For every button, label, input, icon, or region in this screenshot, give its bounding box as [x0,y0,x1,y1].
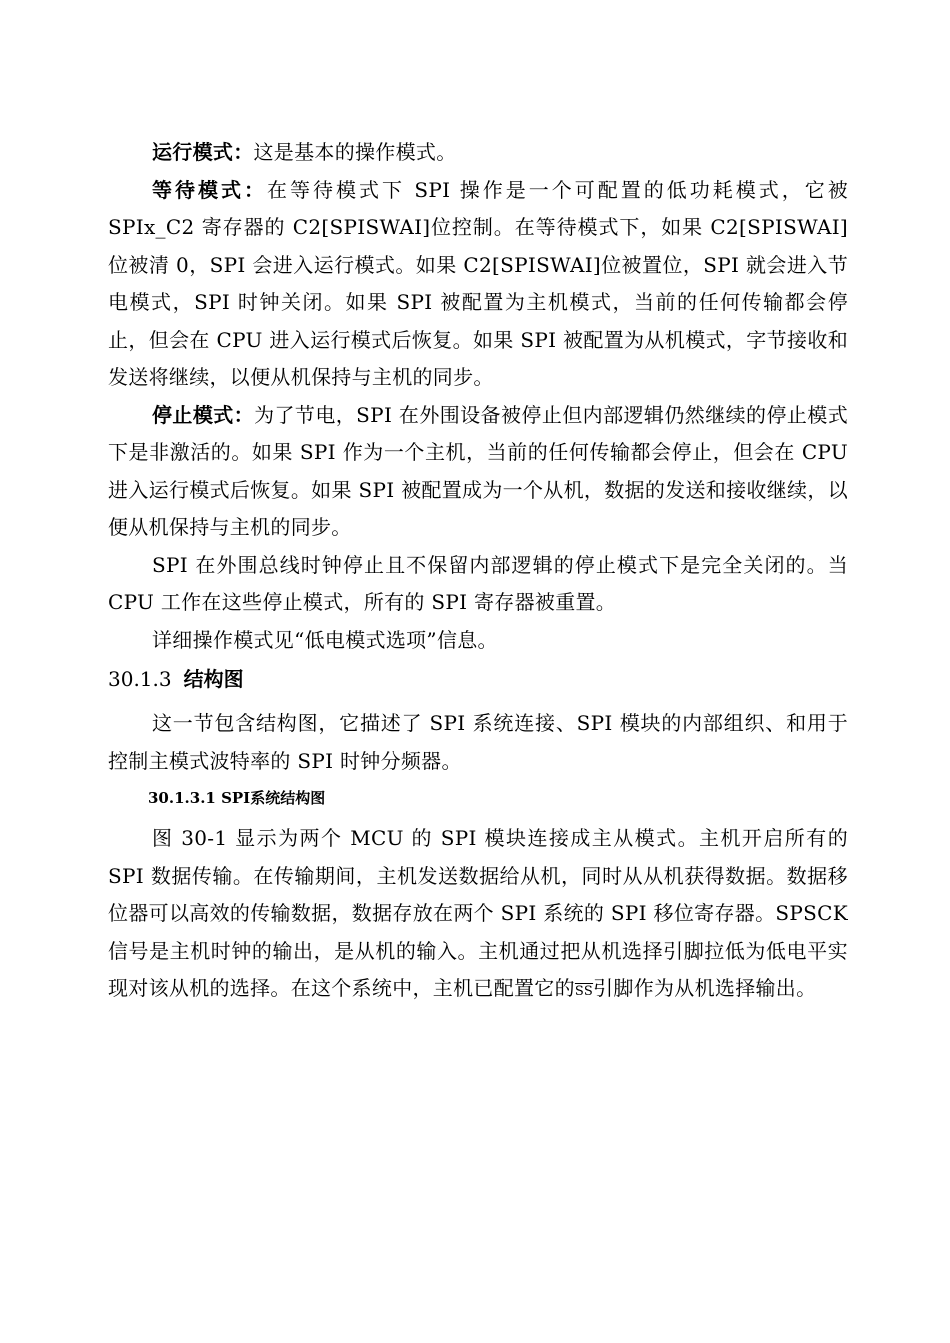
subsection-paragraph [108,820,848,1011]
stop-mode-term: 停止模式： [152,402,255,427]
stop-mode-text: 为了节电，SPI 在外围设备被停止但内部逻辑仍然继续的停止模式下是非激活的。如果 SPI 作为一个主机，当前的任何传输都会停止，但会在 CPU 进入运行模式后恢复。如果 SPI 被配置成为一个从机，数据的发送和接收继续，以便从机保持与主机的同步。 [108,402,848,539]
ss-pin-symbol: $\overline{SS}$ [574,984,594,999]
stop-mode-paragraph [108,397,848,547]
stop-bus-paragraph [108,547,848,622]
wait-mode-text: 在等待模式下 SPI 操作是一个可配置的低功耗模式，它被SPIx_C2 寄存器的 C2[SPISWAI]位控制。在等待模式下，如果 C2[SPISWAI]位被清 0，SPI 会进入运行模式。如果 C2[SPISWAI]位被置位，SPI 就会进入节电模式，SPI 时钟关闭。如果 SPI 被配置为主机模式，当前的任何传输都会停止，但会在 CPU 进入运行模式后恢复。如果 SPI 被配置为从机模式，字节接收和发送将继续，以便从机保持与主机的同步。 [108,177,848,389]
section-number: 30.1.3 [108,667,172,691]
document-body [108,134,848,1011]
run-mode-term: 运行模式： [152,140,254,164]
subsection-text-before: 图 30-1 显示为两个 MCU 的 SPI 模块连接成主从模式。主机开启所有的 SPI 数据传输。在传输期间，主机发送数据给从机，同时从从机获得数据。数据移位器可以高效的传输数据，数据存放在两个 SPI 系统的 SPI 移位寄存器。SPSCK 信号是主机时钟的输出，是从机的输入。主机通过把从机选择引脚拉低为低电平实现对该从机的选择。在这个系统中，主机已配置它的 [108,826,848,1000]
wait-mode-paragraph [108,172,848,397]
subsection-heading: 30.1.3.1 SPI系统结构图 [148,789,326,807]
detail-paragraph [108,622,848,660]
section-heading [108,659,848,699]
stop-bus-text: SPI 在外围总线时钟停止且不保留内部逻辑的停止模式下是完全关闭的。当 CPU 工作在这些停止模式，所有的 SPI 寄存器被重置。 [108,552,848,614]
run-mode-paragraph [108,134,848,172]
detail-text: 详细操作模式见“低电模式选项”信息。 [152,627,498,652]
section-text: 这一节包含结构图，它描述了 SPI 系统连接、SPI 模块的内部组织、和用于控制主模式波特率的 SPI 时钟分频器。 [108,711,848,773]
run-mode-text: 这是基本的操作模式。 [253,140,457,164]
section-paragraph [108,705,848,780]
wait-mode-term: 等待模式： [152,177,268,202]
subsection-text-after: 引脚作为从机选择输出。 [593,976,817,1000]
section-title: 结构图 [183,667,244,691]
